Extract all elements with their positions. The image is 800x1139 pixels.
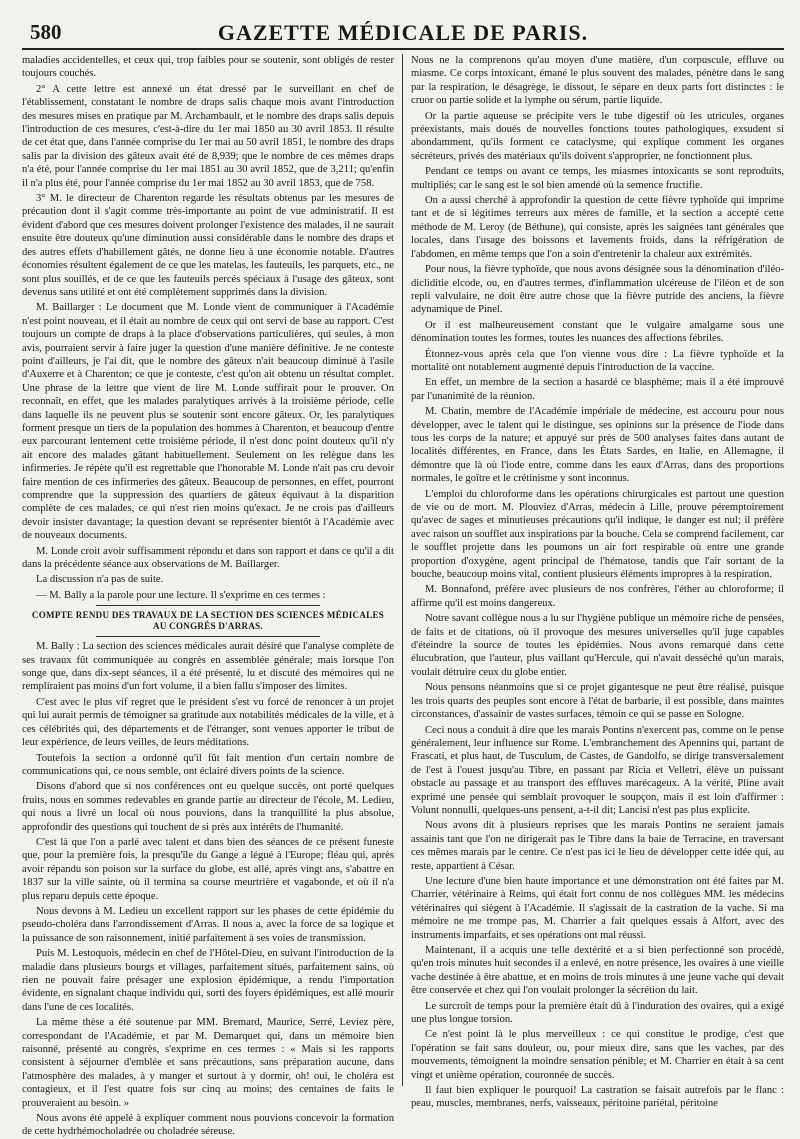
paragraph: L'emploi du chloroforme dans les opérations chirurgicales est partout une question de vie ou de mort. M. Plouviez d'Arras, médecin à Lille, prouve péremptoirement qu'avec de sages et minutieuses précautions qu'il indique, le danger est nul; il préfère avec raison un soufflet aux inspirations par la bouche. Cela se comprend facilement, car le soufflet projette dans les poumons un air fort respirable où entre une grande proportion d'oxygène, agent principal de l'hématose, tandis que l'air sortant de la bouche, beaucoup moins vital, contient plusieurs éléments impropres à la respiration. [411,488,784,581]
section-title-line: COMPTE RENDU DES TRAVAUX DE LA SECTION DES SCIENCES MÉDICALES [31,610,385,621]
left-column [22,54,403,1138]
paragraph: La même thèse a été soutenue par MM. Bremard, Maurice, Serré, Leviez père, correspondant de l'Académie, et par M. Demarquet qui, dans un mémoire bien raisonné, présenté au congrès, s'exprime en ces termes : « Mais si les rapports consistent à séjourner d'emblée et sans précautions, sans préparation aucune, dans l'atmosphère des malades, à y manger et surtout à y dormir, oh! oui, le choléra est contagieux, et il l'est quatre fois sur cinq au moins; des centaines de faits le prouveraient au besoin. » [22,1017,394,1109]
paragraph: Le surcroît de temps pour la première était dû à l'induration des ovaires, qui a exigé une plus longue torsion. [411,1000,784,1026]
section-divider [96,605,319,606]
paragraph: Notre savant collègue nous a lu sur l'hygiène publique un mémoire riche de pensées, de faits et de citations, où il provoque des mesures universelles qu'il juge capables d'éteindre la source de toutes les épidémies. Nous avons remarqué dans cette élucubration, que l'auteur, plus vaillant qu'Hercule, qui n'avait desséché qu'un marais, voulait détruire ceux du globe entier. [411,613,784,678]
journal-title: GAZETTE MÉDICALE DE PARIS. [217,20,589,45]
paragraph: M. Londe croit avoir suffisamment répondu et dans son rapport et dans ce qu'il a dit dans la précédente séance aux observations de M. Baillarger. [22,545,394,571]
paragraph: Nous avons dit à plusieurs reprises que les marais Pontins ne seraient jamais assainis tant que l'on ne dirigerait pas le Tibre dans la baie de Terracine, en traversant ces mêmes marais par le centre. Ce n'est pas ici le lieu de développer cette idée qui, au reste, appartient à César. [411,820,784,872]
paragraph: La discussion n'a pas de suite. [36,574,164,586]
paragraph: M. Bonnafond, préfère avec plusieurs de nos confrères, l'éther au chloroforme; il affirme qu'il est moins dangereux. [411,584,784,609]
paragraph: Nous pensons néanmoins que si ce projet gigantesque ne peut être réalisé, puisque les trois quarts des peuples sont encore à l'état de barbarie, il est possible, dans maintes circonstances, d'assainir de vastes surfaces, témoin ce qui se passe en Sologne. [411,682,784,721]
paragraph: Une lecture d'une bien haute importance et une démonstration ont été faites par M. Charrier, vétérinaire à Reims, qui était fort connu de nos collègues MM. les médecins vétérinaires qui siègent à l'Académie. Il s'agissait de la castration de la vache. Si ma mémoire ne me trompe pas, M. Charrier a fait quelques essais à Alfort, avec des instruments imparfaits, et ses opérations ont mal réussi. [411,875,784,941]
paragraph: En effet, un membre de la section a hasardé ce blasphème; mais il a été improuvé par l'unanimité de la réunion. [411,377,784,402]
paragraph: 3° M. le directeur de Charenton regarde les résultats obtenus par les mesures de précaution dont il s'agit comme très-importante au point de vue administratif. Il est évident d'abord que ces mesures doivent prolonger l'existence des malades, il ne saurait ensuite être douteux qu'une diminution aussi considérable dans le nombre des draps et des autres effets d'habillement gâtés, ne donne lieu à une économie notable. D'autres économies résultent également de ce que les matelas, les fauteuils, les parquets, etc., ne sont plus souillés, et de ce que les fauteuils percés spéciaux à l'usage des gâteux, sont devenus sans utilité et ont été complètement supprimés dans la division. [22,193,394,298]
paragraph: Il faut bien expliquer le pourquoi! La castration se faisait autrefois par le flanc : peau, muscles, membranes, nerfs, vaisseaux, péritoine pariétal, péritoine [411,1085,784,1110]
paragraph: M. Baillarger : Le document que M. Londe vient de communiquer à l'Académie n'est point nouveau, et il était au nombre de ceux qui ont servi de base au rapport. C'est toujours un compte de draps à la place d'observations particulières, qui seules, à mon avis, pourraient servir à faire juger la question d'une manière définitive. Je ne conteste point d'ailleurs, je l'ai dit, que le nombre des gâteux n'ait beaucoup diminué à l'asile d'Auxerre et à Charenton; ce que je conteste, c'est qu'on ait obtenu un résultat complet. Une phrase de la lettre que vient de lire M. Londe suffirait pour le prouver. On reconnaît, en effet, que les malades paralytiques arrivés à la troisième période, celle dans laquelle ils ne peuvent plus se soutenir sont encore gâteux. Or, les paralytiques forment presque un tiers de la population des hommes à Charenton, et beaucoup d'entre eux parcourant lentement cette troisième période, il n'est donc point douteux qu'il n'y ait encore des malades gâtant habituellement. Seulement on les relègue dans les infirmeries. Je répète qu'il est regrettable que l'honorable M. Londe n'ait pas cru devoir faire mention de ces infirmeries des gâteux. Beaucoup de personnes, en effet, pourront comprendre que la suppression des quartiers de gâteux équivaut à la disparition complète de ces malades, ce qui n'est rien moins qu'exact. Je ne crois pas d'ailleurs devoir insister davantage; la question devant se représenter bientôt à l'Académie avec de nouveaux documents. [22,302,394,542]
paragraph: M. Chatin, membre de l'Académie impériale de médecine, est accouru pour nous développer, avec le talent qui le distingue, ses opinions sur la présence de l'iode dans tous les corps de la nature; et appuyé sur près de 500 analyses faites dans autant de localités différentes, en France, dans les États Sardes, en Italie, en Allemagne, il démontre que là où l'iode entre, comme dans les eaux d'Arras, dans des proportions normales, le goître et le crétinisme y sont inconnus. [411,406,784,485]
section-title-line: AU CONGRÈS D'ARRAS. [153,621,263,632]
paragraph: Nous devons à M. Ledieu un excellent rapport sur les phases de cette épidémie du pseudo-choléra dans l'arrondissement d'Arras. Il nous a, avec la force de sa logique et la puissance de son raisonnement, initié parfaitement à ses voies de transmission. [22,905,394,944]
section-divider [96,636,319,637]
paragraph: Toutefois la section a ordonné qu'il fût fait mention d'un certain nombre de communications qui, ce nous semble, ont éclairé divers points de la science. [22,752,394,777]
paragraph: M. Bally : La section des sciences médicales aurait désiré que l'analyse complète de ses travaux fût communiquée au congrès en assemblée générale; mais lorsque l'on songe que, dans dix-sept séances, il a été présenté, lu et discuté des mémoires qui ne rempliraient pas moins d'un fort volume, il a bien fallu s'imposer des limites. [22,641,394,693]
page-number: 580 [30,20,62,44]
paragraph: 2° A cette lettre est annexé un état dressé par le surveillant en chef de l'établissement, constatant le nombre de draps salis chaque mois avant l'introduction des mesures mises en pratique par M. Archambault, et le nombre des draps salis depuis l'introduction de ces mesures, c'est-à-dire du 1er mai 1850 au 30 avril 1853. Il résulte de cet état que, dans l'année comprise du 1er mai au 50 avril 1851, le nombre des draps salis par la division des gâteux avait été de 8,939; que le nombre de ces mêmes draps n'a été, pour l'année comprise du 1er mai 1851 au 30 avril 1852, que de 3,211; qu'enfin il n'a plus été, pour l'année comprise du 1er mai 1852 au 30 avril 1853, que de 758. [22,83,394,189]
right-column [403,54,784,1110]
paragraph: Ceci nous a conduit à dire que les marais Pontins n'exercent pas, comme on le pense généralement, leur influence sur Rome. L'embranchement des Apennins qui, partant de Frascati, et plus haut, de Tusculum, de Castes, de Gandolfo, se dirige transversalement de l'est à l'ouest jusqu'au Tibre, en passant par Ricia et Velletri, élève un puissant obstacle au passage et au transport des effluves marécageux. A la vérité, Pline avait exprimé une pensée qui semblait provoquer le soupçon, mais il est loin d'affirmer : Volunt nonnulli, quelques-uns pensent, a-t-il dit; Lancisi n'est pas plus explicite. [411,724,784,816]
paragraph: Étonnez-vous après cela que l'on vienne vous dire : La fièvre typhoïde et la mortalité ont notablement augmenté depuis l'introduction de la vaccine. [411,348,784,373]
paragraph: maladies accidentelles, et ceux qui, trop faibles pour se soutenir, sont obligés de rester toujours couchés. [22,55,394,80]
page-header [22,14,784,50]
text-columns [22,54,784,1138]
section-title [22,610,394,632]
paragraph: Nous ne la comprenons qu'au moyen d'une matière, d'un corpuscule, effluve ou miasme. Ce corps intoxicant, émané le plus souvent des malades, pénètre dans le sang par la respiration, le désagrège, le dissout, le sépare en deux parts fort distinctes : le cruor ou partie solide et la lymphe ou sérum, partie liquide. [411,55,784,107]
paragraph: On a aussi cherché à approfondir la question de cette fièvre typhoïde qui imprime tant et de si légitimes terreurs aux mères de famille, et la section a accepté cette méthode de M. Leroy (de Béthune), qui consiste, après les saignées tant générales que locales, dans l'usage des boissons et lavements froids, dans la réfrigération de l'abdomen, en même temps que l'on a soin d'entretenir la chaleur aux extrémités. [411,195,784,260]
paragraph: C'est là que l'on a parlé avec talent et dans bien des séances de ce présent funeste que, pour la première fois, la presqu'île du Gange a légué à l'Europe; fléau qui, après avoir répandu son poison sur la surface du globe, est allé, après vingt ans, s'abattre en 1837 sur la ville sainte, où il termina sa course meurtrière et vagabonde, et où il n'a plus reparu depuis cette époque. [22,836,394,902]
paragraph: Nous avons été appelé à expliquer comment nous pouvions concevoir la formation de cette hydrhémocholadrée ou choladrée séreuse. [22,1113,394,1138]
paragraph: Or la partie aqueuse se précipite vers le tube digestif où les utricules, organes préexistants, mais doués de nouvelles fonctions toutes pathologiques, exsudent si abondamment, qu'ils forment ce cataclysme, qui explique comment les organes sécréteurs, privés des matériaux qu'ils doivent s'approprier, ne fonctionnent plus. [411,110,784,162]
paragraph: Pour nous, la fièvre typhoïde, que nous avons désignée sous la dénomination d'iléo-dicliditie elcode, ou, en d'autres termes, d'inflammation ulcéreuse de l'iléon et de son repli valvulaire, ne doit être autre chose que la fièvre putride des anciens, la fièvre adynamique de Pinel. [411,264,784,316]
paragraph: Pendant ce temps ou avant ce temps, les miasmes intoxicants se sont reproduits, multipliés; car le sang est le sol bien amendé où la semence fructifie. [411,166,784,191]
paragraph: C'est avec le plus vif regret que le président s'est vu forcé de renoncer à un projet qui lui aurait permis de témoigner sa gratitude aux notabilités médicales de la ville, et à ces célébrités qui, des départements et de l'étranger, sont venues apporter le tribut de leur expérience, de leurs veilles, de leurs méditations. [22,696,394,749]
paragraph: Puis M. Lestoquois, médecin en chef de l'Hôtel-Dieu, en suivant l'introduction de la maladie dans plusieurs bourgs et villages, parfaitement situés, parfaitement sains, où rien ne pouvait faire présager une explosion épidémique, a rendu l'importation évidente, en signalant chaque individu qui, sorti des foyers épidémiques, est allé mourir dans l'une de ces localités. [22,948,394,1013]
paragraph: Maintenant, il a acquis une telle dextérité et a si bien perfectionné son procédé, qu'en trois minutes huit secondes il a enlevé, en notre présence, les ovaires à une vieille vache destinée à être abattue, et en moins de trois minutes à une jeune vache qui devait être conservée et chez qui l'on voulait prolonger la sécrétion du lait. [411,945,784,997]
paragraph: Ce n'est point là le plus merveilleux : ce qui constitue le prodige, c'est que l'opération se fait sans douleur, ou, pour mieux dire, sans que les vaches, par des mouvements, témoignent la moindre sensation pénible; et M. Charrier en était à sa cent vingt et unième opération, couronnée de succès. [411,1029,784,1081]
paragraph: Or il est malheureusement constant que le vulgaire amalgame sous une dénomination toutes les formes, toutes les nuances des affections fébriles. [411,319,784,345]
paragraph: — M. Bally a la parole pour une lecture. Il s'exprime en ces termes : [36,589,326,601]
paragraph: Disons d'abord que si nos conférences ont eu quelque succès, ont porté quelques fruits, nous en sommes redevables en grande partie au directeur de l'école, M. Ledieu, qui nous a livré un local où nous pouvions, dans la tranquillité la plus absolue, approfondir des questions qui touchent de si près aux intérêts de l'humanité. [22,781,394,833]
